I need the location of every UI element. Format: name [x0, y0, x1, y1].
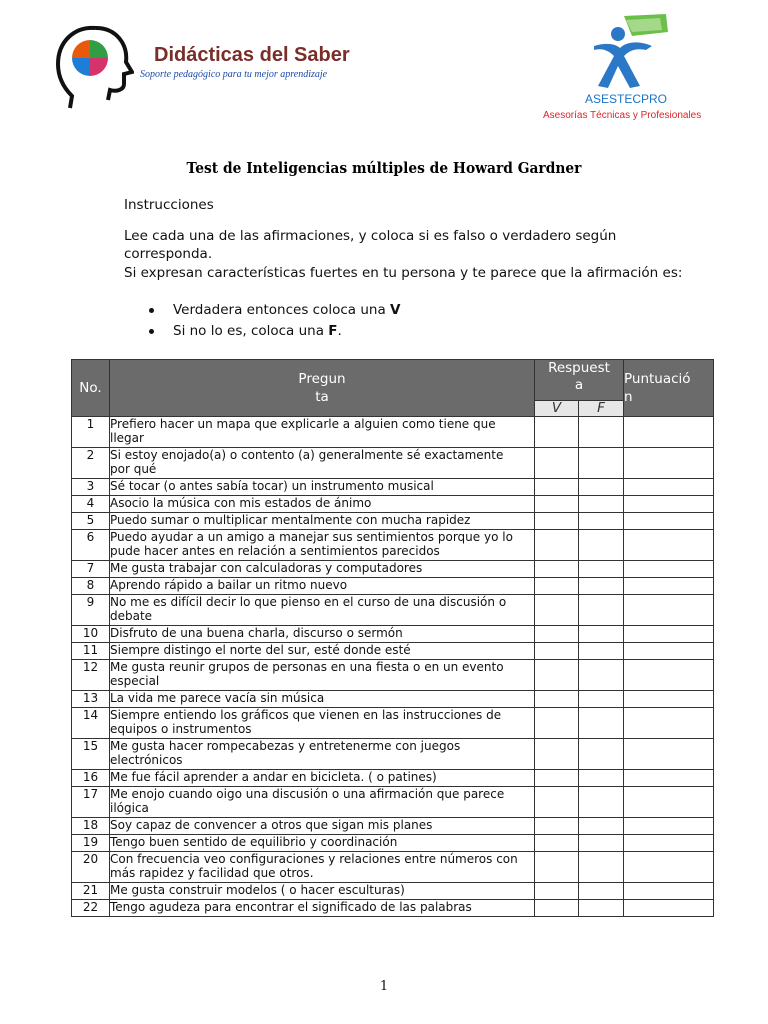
bullet-text: Verdadera entonces coloca una: [173, 302, 391, 318]
question-text: [110, 530, 535, 561]
bullet-letter: V: [390, 302, 401, 318]
question-line: electrónicos: [110, 753, 183, 767]
answer-false-cell[interactable]: [579, 626, 624, 643]
table-row: [72, 561, 714, 578]
question-number: 2: [72, 448, 110, 479]
table-row: [72, 513, 714, 530]
question-number: 9: [72, 595, 110, 626]
answer-false-cell[interactable]: [579, 900, 624, 917]
header-number: No.: [72, 360, 110, 417]
question-text: [110, 417, 535, 448]
question-text: [110, 513, 535, 530]
question-text: [110, 770, 535, 787]
bullet-item-true: [145, 300, 400, 321]
score-cell[interactable]: [624, 417, 714, 448]
question-number: 8: [72, 578, 110, 595]
document-title: Test de Inteligencias múltiples de Howard Gardner: [186, 159, 582, 177]
question-line: por qué: [110, 462, 157, 476]
question-text: [110, 479, 535, 496]
header-false: F: [579, 401, 624, 417]
question-number: 6: [72, 530, 110, 561]
answer-true-cell[interactable]: [535, 530, 579, 561]
question-number: 13: [72, 691, 110, 708]
question-line: Me fue fácil aprender a andar en bicicleta. ( o patines): [110, 770, 437, 784]
table-row: [72, 448, 714, 479]
question-text: [110, 561, 535, 578]
answer-true-cell[interactable]: [535, 691, 579, 708]
question-line: llegar: [110, 431, 144, 445]
answer-false-cell[interactable]: [579, 643, 624, 660]
score-cell[interactable]: [624, 818, 714, 835]
header-question-line-2: ta: [315, 389, 329, 405]
header-question-line-1: Pregun: [298, 371, 346, 387]
question-line: Me gusta trabajar con calculadoras y computadores: [110, 561, 423, 575]
question-line: Puedo sumar o multiplicar mentalmente con mucha rapidez: [110, 513, 471, 527]
answer-true-cell[interactable]: [535, 739, 579, 770]
question-text: [110, 883, 535, 900]
answer-false-cell[interactable]: [579, 660, 624, 691]
question-line: equipos o instrumentos: [110, 722, 252, 736]
question-text: [110, 660, 535, 691]
table-row: [72, 643, 714, 660]
score-cell[interactable]: [624, 852, 714, 883]
question-number: 21: [72, 883, 110, 900]
question-text: [110, 626, 535, 643]
question-line: Disfruto de una buena charla, discurso o sermón: [110, 626, 403, 640]
answer-false-cell[interactable]: [579, 561, 624, 578]
answer-false-cell[interactable]: [579, 513, 624, 530]
answer-true-cell[interactable]: [535, 883, 579, 900]
table-row: [72, 496, 714, 513]
question-number: 4: [72, 496, 110, 513]
score-cell[interactable]: [624, 739, 714, 770]
question-line: Me gusta hacer rompecabezas y entretenerme con juegos: [110, 739, 461, 753]
question-line: Siempre distingo el norte del sur, esté donde esté: [110, 643, 411, 657]
question-number: 10: [72, 626, 110, 643]
answer-true-cell[interactable]: [535, 852, 579, 883]
answer-false-cell[interactable]: [579, 691, 624, 708]
question-line: Me gusta construir modelos ( o hacer esculturas): [110, 883, 405, 897]
question-text: [110, 835, 535, 852]
table-row: [72, 900, 714, 917]
instructions-line-1: Lee cada una de las afirmaciones, y coloca si es falso o verdadero según: [124, 228, 617, 244]
answer-true-cell[interactable]: [535, 770, 579, 787]
table-row: [72, 852, 714, 883]
header-score: [624, 360, 714, 417]
question-text: [110, 708, 535, 739]
question-line: Tengo buen sentido de equilibrio y coordinación: [110, 835, 398, 849]
answer-false-cell[interactable]: [579, 835, 624, 852]
instructions-line-3: Si expresan características fuertes en tu persona y te parece que la afirmación es:: [124, 265, 683, 281]
answer-true-cell[interactable]: [535, 660, 579, 691]
question-text: [110, 787, 535, 818]
answer-false-cell[interactable]: [579, 496, 624, 513]
question-number: 1: [72, 417, 110, 448]
table-row: [72, 660, 714, 691]
answer-true-cell[interactable]: [535, 818, 579, 835]
table-row: [72, 835, 714, 852]
question-text: [110, 496, 535, 513]
brand-title: Didácticas del Saber: [154, 44, 350, 66]
table-row: [72, 417, 714, 448]
question-line: Prefiero hacer un mapa que explicarle a alguien como tiene que: [110, 417, 496, 431]
question-line: especial: [110, 674, 160, 688]
question-line: pude hacer antes en relación a sentimientos parecidos: [110, 544, 440, 558]
table-row: [72, 578, 714, 595]
question-line: Siempre entiendo los gráficos que vienen en las instrucciones de: [110, 708, 502, 722]
answer-false-cell[interactable]: [579, 818, 624, 835]
table-row: [72, 530, 714, 561]
question-number: 22: [72, 900, 110, 917]
score-cell[interactable]: [624, 900, 714, 917]
table-row: [72, 708, 714, 739]
score-cell[interactable]: [624, 578, 714, 595]
bullet-item-false: [145, 321, 400, 342]
question-number: 12: [72, 660, 110, 691]
question-line: No me es difícil decir lo que pienso en el curso de una discusión o: [110, 595, 507, 609]
answer-false-cell[interactable]: [579, 852, 624, 883]
question-line: Sé tocar (o antes sabía tocar) un instrumento musical: [110, 479, 434, 493]
question-text: [110, 595, 535, 626]
question-line: más rapidez y facilidad que otros.: [110, 866, 314, 880]
answer-false-cell[interactable]: [579, 708, 624, 739]
bullet-list: [145, 300, 400, 342]
answer-true-cell[interactable]: [535, 448, 579, 479]
person-figure-logo-icon: [586, 12, 672, 94]
header-score-line-1: Puntuació: [624, 371, 691, 387]
answer-true-cell[interactable]: [535, 561, 579, 578]
question-number: 14: [72, 708, 110, 739]
answer-false-cell[interactable]: [579, 770, 624, 787]
answer-true-cell[interactable]: [535, 496, 579, 513]
question-line: Tengo agudeza para encontrar el significado de las palabras: [110, 900, 472, 914]
answer-false-cell[interactable]: [579, 578, 624, 595]
question-line: Con frecuencia veo configuraciones y relaciones entre números con: [110, 852, 518, 866]
question-line: La vida me parece vacía sin música: [110, 691, 325, 705]
question-line: Aprendo rápido a bailar un ritmo nuevo: [110, 578, 348, 592]
score-cell[interactable]: [624, 561, 714, 578]
question-line: Asocio la música con mis estados de ánimo: [110, 496, 372, 510]
question-number: 7: [72, 561, 110, 578]
answer-true-cell[interactable]: [535, 900, 579, 917]
question-line: Me enojo cuando oigo una discusión o una afirmación que parece: [110, 787, 505, 801]
question-number: 20: [72, 852, 110, 883]
answer-true-cell[interactable]: [535, 835, 579, 852]
score-cell[interactable]: [624, 643, 714, 660]
question-text: [110, 739, 535, 770]
answer-true-cell[interactable]: [535, 513, 579, 530]
question-line: Puedo ayudar a un amigo a manejar sus sentimientos porque yo lo: [110, 530, 513, 544]
partner-subtitle: Asesorías Técnicas y Profesionales: [543, 110, 702, 121]
question-text: [110, 448, 535, 479]
answer-true-cell[interactable]: [535, 643, 579, 660]
score-cell[interactable]: [624, 691, 714, 708]
answer-false-cell[interactable]: [579, 595, 624, 626]
table-row: [72, 883, 714, 900]
question-number: 11: [72, 643, 110, 660]
answer-true-cell[interactable]: [535, 708, 579, 739]
partner-name: ASESTECPRO: [585, 92, 668, 106]
question-text: [110, 900, 535, 917]
score-cell[interactable]: [624, 479, 714, 496]
score-cell[interactable]: [624, 660, 714, 691]
question-text: [110, 852, 535, 883]
question-line: ilógica: [110, 801, 149, 815]
score-cell[interactable]: [624, 787, 714, 818]
header-response-line-1: Respuest: [548, 360, 610, 376]
question-text: [110, 691, 535, 708]
question-number: 16: [72, 770, 110, 787]
score-cell[interactable]: [624, 626, 714, 643]
score-cell[interactable]: [624, 835, 714, 852]
question-text: [110, 578, 535, 595]
question-number: 17: [72, 787, 110, 818]
score-cell[interactable]: [624, 770, 714, 787]
answer-true-cell[interactable]: [535, 626, 579, 643]
question-line: debate: [110, 609, 153, 623]
table-row: [72, 818, 714, 835]
table-row: [72, 739, 714, 770]
header-response-line-2: a: [574, 377, 584, 393]
question-number: 3: [72, 479, 110, 496]
table-row: [72, 595, 714, 626]
header-true: V: [535, 401, 579, 417]
table-row: [72, 691, 714, 708]
bullet-letter: F: [328, 323, 338, 339]
bullet-text: Si no lo es, coloca una: [173, 323, 329, 339]
header-response: [535, 360, 624, 401]
answer-false-cell[interactable]: [579, 479, 624, 496]
answer-true-cell[interactable]: [535, 787, 579, 818]
question-number: 15: [72, 739, 110, 770]
table-row: [72, 770, 714, 787]
bullet-suffix: .: [337, 323, 342, 339]
question-number: 5: [72, 513, 110, 530]
score-cell[interactable]: [624, 883, 714, 900]
score-cell[interactable]: [624, 708, 714, 739]
score-cell[interactable]: [624, 530, 714, 561]
head-profile-pie-logo-icon: [54, 24, 134, 110]
question-line: Soy capaz de convencer a otros que sigan mis planes: [110, 818, 433, 832]
page-number: 1: [379, 979, 389, 994]
table-row: [72, 626, 714, 643]
score-cell[interactable]: [624, 448, 714, 479]
score-cell[interactable]: [624, 513, 714, 530]
answer-true-cell[interactable]: [535, 417, 579, 448]
question-number: 18: [72, 818, 110, 835]
question-line: Me gusta reunir grupos de personas en una fiesta o en un evento: [110, 660, 504, 674]
score-cell[interactable]: [624, 496, 714, 513]
header-score-line-2: n: [624, 389, 633, 405]
answer-false-cell[interactable]: [579, 883, 624, 900]
brand-subtitle: Soporte pedagógico para tu mejor aprendizaje: [140, 69, 328, 80]
header-question: [110, 360, 535, 417]
table-row: [72, 787, 714, 818]
answer-false-cell[interactable]: [579, 739, 624, 770]
table-row: [72, 479, 714, 496]
answer-true-cell[interactable]: [535, 595, 579, 626]
answer-false-cell[interactable]: [579, 448, 624, 479]
instructions-line-2: corresponda.: [124, 246, 213, 262]
question-line: Si estoy enojado(a) o contento (a) generalmente sé exactamente: [110, 448, 504, 462]
answer-false-cell[interactable]: [579, 787, 624, 818]
question-number: 19: [72, 835, 110, 852]
answer-false-cell[interactable]: [579, 530, 624, 561]
question-text: [110, 643, 535, 660]
answer-true-cell[interactable]: [535, 479, 579, 496]
answer-false-cell[interactable]: [579, 417, 624, 448]
score-cell[interactable]: [624, 595, 714, 626]
quiz-table: [71, 359, 714, 917]
instructions-heading: Instrucciones: [124, 197, 214, 213]
quiz-table-body: [72, 417, 714, 917]
question-text: [110, 818, 535, 835]
answer-true-cell[interactable]: [535, 578, 579, 595]
